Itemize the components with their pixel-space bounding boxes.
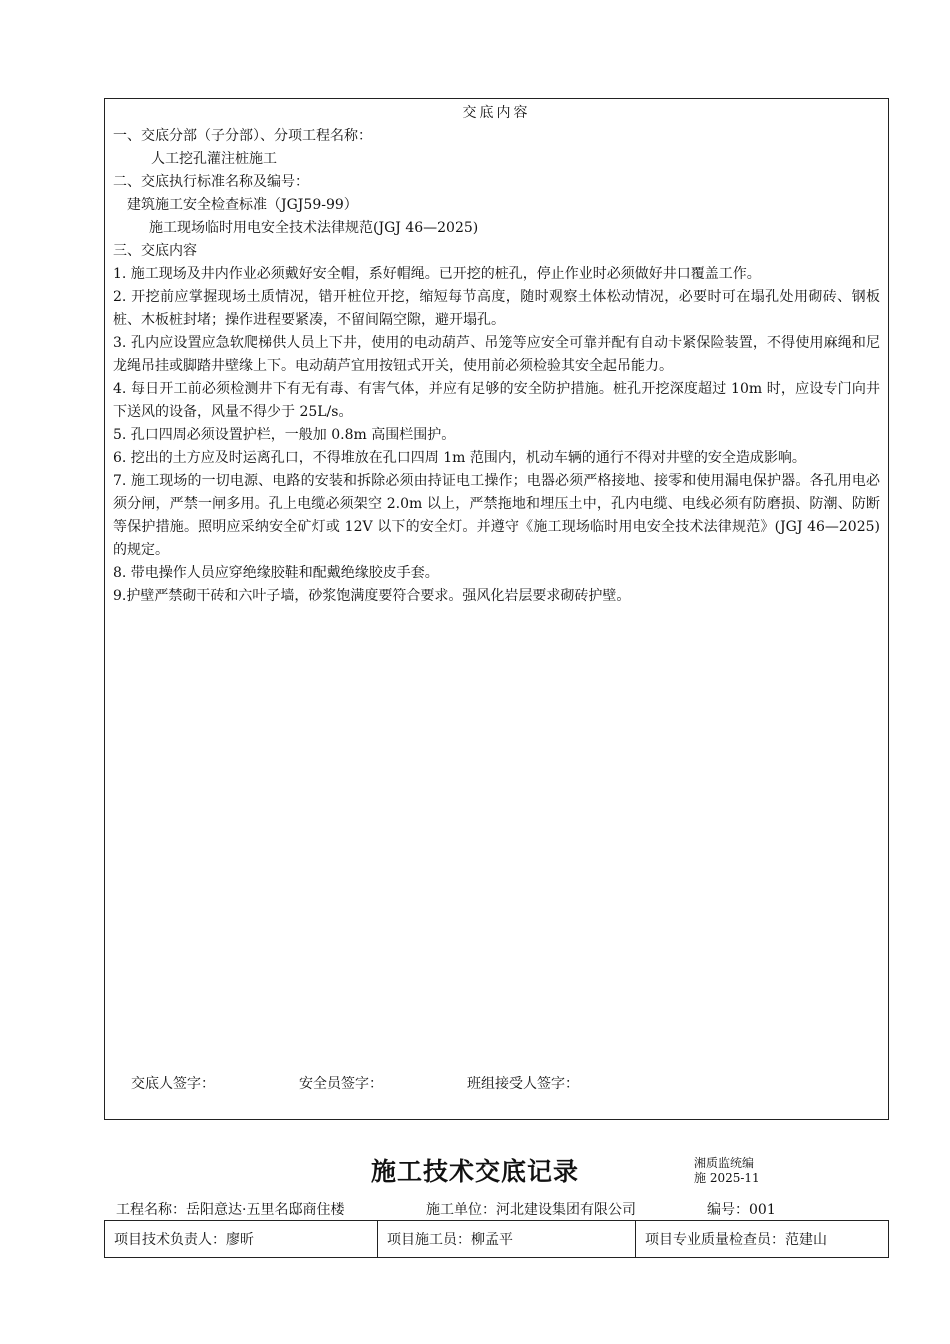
section-2-heading: 二、交底执行标准名称及编号： <box>113 174 309 190</box>
document-number: 编号：001 <box>707 1202 776 1218</box>
tech-lead-cell: 项目技术负责人：廖昕 <box>105 1221 378 1257</box>
safety-officer-signature-label: 安全员签字： <box>299 1076 383 1092</box>
content-item-6: 6. 挖出的土方应及时运离孔口，不得堆放在孔口四周 1m 范围内，机动车辆的通行不得对井壁的安全造成影响。 <box>113 450 806 466</box>
disclosure-content <box>113 125 880 608</box>
content-item-1: 1. 施工现场及井内作业必须戴好安全帽，系好帽绳。已开挖的桩孔，停止作业时必须做好井口覆盖工作。 <box>113 266 761 282</box>
form-stamp <box>694 1156 760 1186</box>
standard-2: 施工现场临时用电安全技术法律规范(JGJ 46—2025) <box>149 220 479 236</box>
project-name: 工程名称：岳阳意达·五里名邸商住楼 <box>116 1202 345 1218</box>
contractor-name: 施工单位：河北建设集团有限公司 <box>426 1202 636 1218</box>
box-title: 交底内容 <box>462 105 531 121</box>
section-1-heading: 一、交底分部（子分部）、分项工程名称： <box>113 128 372 144</box>
standard-1: 建筑施工安全检查标准（JGJ59-99） <box>127 197 358 213</box>
quality-inspector-cell: 项目专业质量检查员：范建山 <box>645 1232 827 1248</box>
content-item-4: 4. 每日开工前必须检测井下有无有毒、有害气体，并应有足够的安全防护措施。桩孔开挖深度超过 10m 时，应设专门向井下送风的设备，风量不得少于 25L/s。 <box>113 381 880 420</box>
stamp-line-2: 施 2025-11 <box>694 1171 760 1185</box>
constructor-cell: 项目施工员：柳孟平 <box>378 1221 636 1257</box>
section-1-value: 人工挖孔灌注桩施工 <box>151 151 277 167</box>
section-3-heading: 三、交底内容 <box>113 243 197 259</box>
presenter-signature-label: 交底人签字： <box>131 1076 215 1092</box>
team-receiver-signature-label: 班组接受人签字： <box>467 1076 579 1092</box>
content-item-2: 2. 开挖前应掌握现场土质情况，错开桩位开挖，缩短每节高度，随时观察土体松动情况，必要时可在塌孔处用砌砖、钢板桩、木板桩封堵；操作进程要紧凑，不留间隔空隙，避开塌孔。 <box>113 289 880 328</box>
disclosure-content-box <box>104 98 889 1120</box>
responsible-persons-table <box>104 1220 889 1258</box>
document-title: 施工技术交底记录 <box>370 1157 579 1186</box>
content-item-8: 8. 带电操作人员应穿绝缘胶鞋和配戴绝缘胶皮手套。 <box>113 565 439 581</box>
content-item-3: 3. 孔内应设置应急软爬梯供人员上下井，使用的电动葫芦、吊笼等应安全可靠并配有自动卡紧保险装置，不得使用麻绳和尼龙绳吊挂或脚踏井壁缘上下。电动葫芦宜用按钮式开关，使用前必须检验其安全起吊能力。 <box>113 335 880 374</box>
content-item-7: 7. 施工现场的一切电源、电路的安装和拆除必须由持证电工操作；电器必须严格接地、接零和使用漏电保护器。各孔用电必须分闸，严禁一闸多用。孔上电缆必须架空 2.0m 以上，严禁拖地和埋压土中，孔内电缆、电线必须有防磨损、防潮、防断等保护措施。照明应采纳安全矿灯或 12V 以下的安全灯。并遵守《施工现场临时用电安全技术法律规范》(JGJ 46—2025)的规定。 <box>113 473 880 558</box>
content-item-5: 5. 孔口四周必须设置护栏，一般加 0.8m 高围栏围护。 <box>113 427 456 443</box>
content-item-9: 9.护壁严禁砌干砖和六叶子墙，砂浆饱满度要符合要求。强风化岩层要求砌砖护壁。 <box>113 588 631 604</box>
stamp-line-1: 湘质监统编 <box>694 1156 755 1170</box>
